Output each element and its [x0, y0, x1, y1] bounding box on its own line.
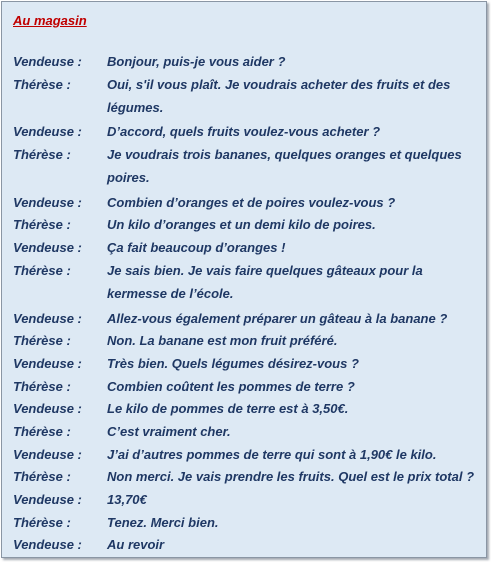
speaker-label: Vendeuse : [13, 240, 82, 256]
dialogue-line [13, 467, 479, 486]
speaker-label: Vendeuse : [13, 537, 82, 553]
dialogue-line [13, 535, 479, 554]
line-text: Oui, s'il vous plaît. Je voudrais acheter des fruits et des légumes. [107, 76, 451, 115]
line-text: Je voudrais trois bananes, quelques oranges et quelques poires. [107, 147, 462, 186]
dialogue-line [13, 513, 479, 532]
dialogue-line [13, 75, 479, 119]
dialogue-line [13, 193, 479, 212]
line-text: J’ai d’autres pommes de terre qui sont à 1,90€ le kilo. [107, 446, 437, 462]
speaker-label: Vendeuse : [13, 446, 82, 462]
speaker-label: Thérèse : [13, 514, 71, 530]
speaker-label: Thérèse : [13, 262, 71, 278]
dialogue-line [13, 445, 479, 464]
dialogue-line [13, 261, 479, 305]
dialogue-list [13, 52, 479, 558]
line-text: Combien coûtent les pommes de terre ? [107, 378, 355, 394]
dialogue-line [13, 354, 479, 373]
dialogue-line [13, 377, 479, 396]
dialogue-line [13, 122, 479, 141]
dialogue-line [13, 490, 479, 509]
line-text: Non. La banane est mon fruit préféré. [107, 333, 338, 349]
speaker-label: Vendeuse : [13, 355, 82, 371]
dialogue-line [13, 399, 479, 418]
dialogue-line [13, 145, 479, 189]
speaker-label: Vendeuse : [13, 194, 82, 210]
line-text: Combien d’oranges et de poires voulez-vous ? [107, 194, 396, 210]
line-text: Le kilo de pommes de terre est à 3,50€. [107, 401, 349, 417]
line-text: Ça fait beaucoup d’oranges ! [107, 240, 286, 256]
speaker-label: Thérèse : [13, 469, 71, 485]
page-title: Au magasin [13, 13, 87, 28]
line-text: 13,70€ [107, 492, 147, 507]
speaker-label: Thérèse : [13, 147, 71, 163]
line-text: Un kilo d’oranges et un demi kilo de poires. [107, 217, 376, 233]
speaker-label: Thérèse : [13, 378, 71, 394]
dialogue-box [1, 1, 487, 558]
speaker-label: Vendeuse : [13, 54, 82, 69]
line-text: Tenez. Merci bien. [107, 514, 219, 530]
dialogue-line [13, 238, 479, 257]
line-text: Non merci. Je vais prendre les fruits. Quel est le prix total ? [107, 469, 475, 485]
line-text: Au revoir [107, 537, 165, 553]
speaker-label: Vendeuse : [13, 310, 82, 326]
line-text: D’accord, quels fruits voulez-vous acheter ? [107, 124, 381, 140]
dialogue-line [13, 422, 479, 441]
line-text: Allez-vous également préparer un gâteau à la banane ? [107, 310, 448, 326]
dialogue-line [13, 331, 479, 350]
speaker-label: Vendeuse : [13, 124, 82, 140]
speaker-label: Thérèse : [13, 423, 71, 439]
line-text: Très bien. Quels légumes désirez-vous ? [107, 355, 359, 371]
speaker-label: Thérèse : [13, 217, 71, 233]
line-text: Bonjour, puis-je vous aider ? [107, 54, 286, 69]
dialogue-line [13, 52, 479, 71]
speaker-label: Thérèse : [13, 333, 71, 349]
speaker-label: Vendeuse : [13, 401, 82, 417]
dialogue-line [13, 215, 479, 234]
dialogue-line [13, 309, 479, 328]
speaker-label: Vendeuse : [13, 492, 82, 507]
speaker-label: Thérèse : [13, 76, 71, 92]
line-text: C’est vraiment cher. [107, 423, 231, 439]
line-text: Je sais bien. Je vais faire quelques gâteaux pour la kermesse de l’école. [107, 262, 423, 301]
